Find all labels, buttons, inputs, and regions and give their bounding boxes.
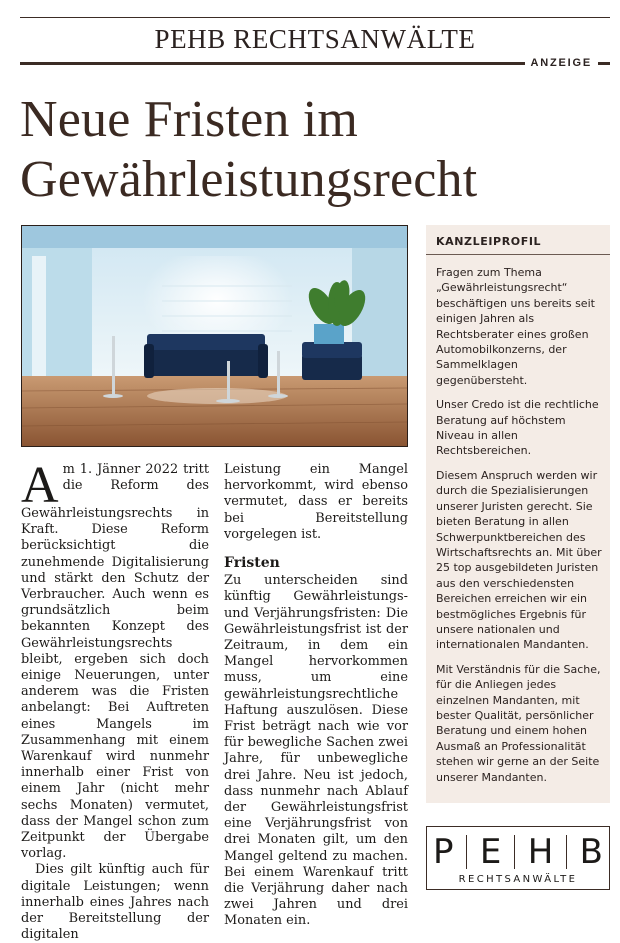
header-thick-rule — [20, 62, 610, 65]
logo-letter: E — [479, 832, 502, 872]
headline-line-1: Neue Fristen im — [20, 91, 359, 148]
headline — [20, 90, 580, 210]
logo-separator — [514, 835, 515, 869]
article-paragraph-2: Dies gilt künftig auch für digitale Leistungen; wenn innerhalb eines Jahres nach der Bereitstellung der digitalen — [21, 862, 209, 943]
profile-paragraph: Fragen zum Thema „Gewährleistungsrecht“ beschäftigen uns bereits seit einigen Jahren als Rechtsberater eines großen Automobilkonzerns, der Sammelklagen gegenübersteht. — [436, 266, 595, 387]
section-heading: Fristen — [224, 555, 280, 572]
profile-paragraph: Unser Credo ist die rechtliche Beratung auf höchstem Niveau in allen Rechtsbereichen. — [436, 398, 599, 458]
article-column-2 — [224, 462, 408, 930]
office-lounge-photo — [21, 225, 408, 447]
logo-letter: P — [433, 832, 454, 872]
article-paragraph-3: Leistung ein Mangel hervorkommt, wird ebenso vermutet, dass er bereits bei Bereitstellung vorgelegen ist. — [224, 462, 408, 542]
firm-title: PEHB RECHTSANWÄLTE — [154, 24, 476, 54]
drop-cap: A — [21, 457, 59, 514]
logo-separator — [566, 835, 567, 869]
profile-title: KANZLEIPROFIL — [436, 235, 542, 248]
firm-profile-box — [426, 225, 610, 803]
logo-subtitle: RECHTSANWÄLTE — [458, 874, 578, 885]
article-paragraph-4: Zu unterscheiden sind künftig Gewährleistungs- und Verjährungsfristen: Die Gewährleistungsfrist ist der Zeitraum, in dem ein Mangel hervorkommen muss, um eine gewährleistungsrechtliche Haftung auszulösen. Diese Frist beträgt nach wie vor für bewegliche Sachen zwei Jahre, für unbewegliche drei Jahre. Neu ist jedoch, dass nunmehr nach Ablauf der Gewährleistungsfrist eine Verjährungsfrist von drei Monaten gilt, um den Mangel geltend zu machen. Bei einem Warenkauf tritt die Verjährung daher nach zwei Jahren und drei Monaten ein. — [224, 573, 408, 929]
headline-line-2: Gewährleistungsrecht — [20, 151, 478, 208]
logo-letter: H — [527, 832, 554, 872]
profile-paragraph: Diesem Anspruch werden wir durch die Spezialisierungen unserer Juristen gerecht. Sie bieten Beratung in allen Schwerpunktbereichen des Wirtschaftsrechts an. Mit über 25 top ausgebildeten Juristen aus den verschiedensten Bereichen erreichen wir ein bestmögliches Ergebnis für unsere nationalen und internationalen Mandanten. — [436, 468, 602, 652]
profile-divider — [426, 254, 610, 255]
firm-logo — [426, 826, 610, 890]
logo-letters — [433, 833, 603, 871]
logo-letter: B — [579, 832, 603, 872]
top-thin-rule — [20, 17, 610, 18]
logo-separator — [466, 835, 467, 869]
article-paragraph-1: m 1. Jänner 2022 tritt die Reform des Gewährleistungsrechts in Kraft. Diese Reform berücksichtigt die zunehmende Digitalisierung und stärkt den Schutz der Verbraucher. Auch wenn es grundsätzlich beim bekannten Konzept des Gewährleistungsrechts bleibt, ergeben sich doch einige Neuerungen, unter anderem was die Fristen anbelangt: Bei Auftreten eines Mangels im Zusammenhang mit einem Warenkauf wird nunmehr innerhalb einer Frist von einem Jahr (nicht mehr sechs Monaten) vermutet, dass der Mangel schon zum Zeitpunkt der Übergabe vorlag. — [21, 462, 209, 862]
article-column-1 — [21, 457, 209, 943]
profile-paragraph: Mit Verständnis für die Sache, für die Anliegen jedes einzelnen Mandanten, mit bester Qualität, persönlicher Beratung und einem hohen Ausmaß an Professionalität stehen wir gerne an der Seite unserer Mandanten. — [436, 662, 601, 784]
ad-label: ANZEIGE — [525, 57, 599, 69]
